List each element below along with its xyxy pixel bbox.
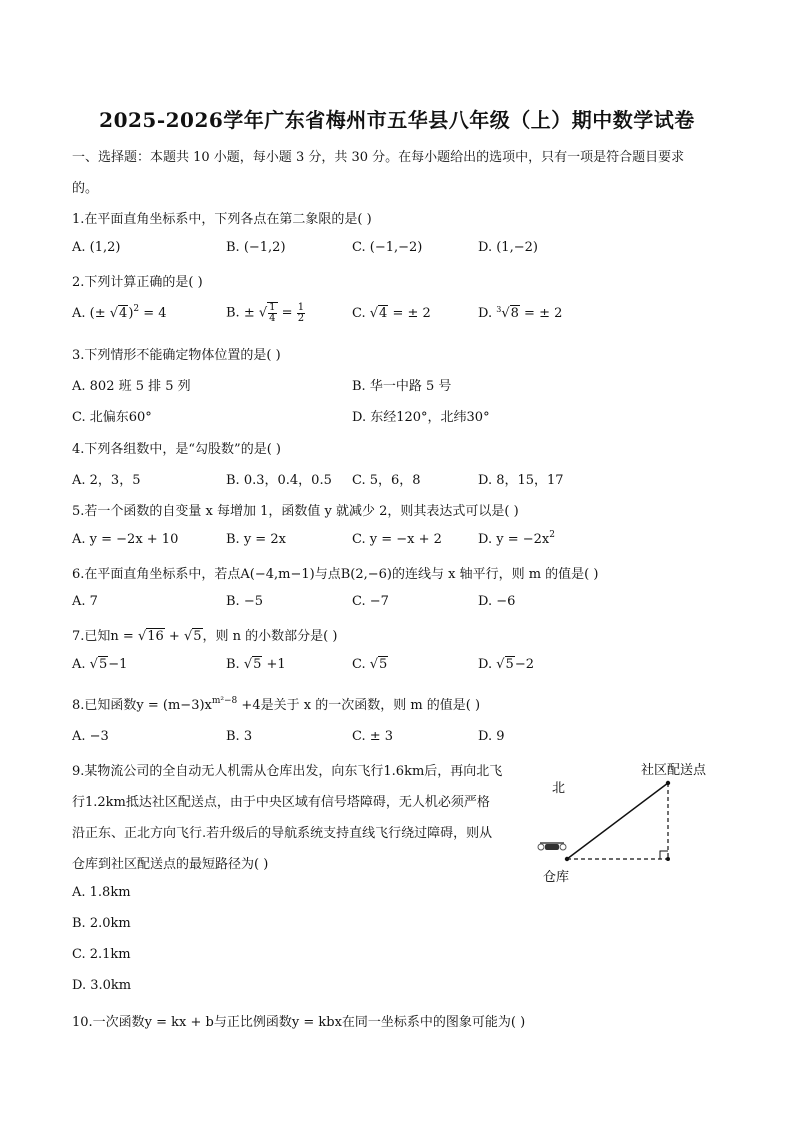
q8-stem-suffix: +4是关于 x 的一次函数，则 m 的值是( ) [237,698,481,713]
question-8-option-c: C. ± 3 [352,729,394,744]
drone-icon [538,843,566,850]
question-7-option-b: B. √5 +1 [226,657,286,672]
question-9-diagram [535,755,765,890]
q7-stem-suffix: ，则 n 的小数部分是( ) [202,629,338,644]
question-1-stem: 1.在平面直角坐标系中，下列各点在第二象限的是( ) [72,212,372,227]
page-title: 2025-2026学年广东省梅州市五华县八年级（上）期中数学试卷 [99,108,695,132]
q2a-tail: = 4 [139,306,167,321]
q2b-result-numerator: 1 [297,301,305,313]
q2a-paren: ) [128,306,134,321]
question-9-option-a: A. 1.8km [72,885,131,900]
question-4-option-a: A. 2，3，5 [72,473,141,488]
q7b-prefix: B. [226,657,244,672]
q5d-prefix: D. y = −2x [478,532,550,547]
q7b-radicand: 5 [253,657,262,672]
q7a-prefix: A. [72,657,90,672]
question-6-option-a: A. 7 [72,594,98,609]
question-9-stem-line2: 行1.2km抵达社区配送点，由于中央区域有信号塔障碍，无人机必须严格 [72,795,490,810]
question-4-option-b: B. 0.3，0.4，0.5 [226,473,332,488]
question-2-stem: 2.下列计算正确的是( ) [72,275,203,290]
question-3-option-b: B. 华一中路 5 号 [352,379,452,394]
destination-point [666,781,670,785]
question-5-option-d [478,532,555,547]
warehouse-label: 仓库 [543,870,570,885]
q2b-prefix: B. ± [226,305,255,321]
question-7-option-d: D. √5−2 [478,657,534,672]
section-instructions-line2: 的。 [72,181,99,196]
question-9-option-c: C. 2.1km [72,947,131,962]
question-2-option-b: B. ± √ $\frac{1}{4}$ = $\frac{1}{2}$ [226,301,305,324]
question-1-option-d: D. (1,−2) [478,240,538,255]
q7a-tail: −1 [108,657,128,672]
question-4-option-c: C. 5，6，8 [352,473,421,488]
question-6-option-b: B. −5 [226,594,263,609]
q7c-radicand: 5 [379,657,388,672]
question-5-option-b: B. y = 2x [226,532,286,547]
question-9-stem-line4: 仓库到社区配送点的最短路径为( ) [72,857,269,872]
question-7-stem: 7.已知n = √16 + √5，则 n 的小数部分是( ) [72,629,338,644]
question-9-stem-line1: 9.某物流公司的全自动无人机需从仓库出发，向东飞行1.6km后，再向北飞 [72,764,503,779]
q2b-result-denominator: 2 [297,312,305,324]
q7a-radicand: 5 [98,657,108,672]
question-3-option-d: D. 东经120°，北纬30° [352,410,490,425]
question-5-stem: 5.若一个函数的自变量 x 每增加 1，函数值 y 就减少 2，则其表达式可以是( ) [72,504,519,519]
question-2-option-a: A. (± √4)$^2$ = 4 [72,304,167,321]
q2d-radicand: 8 [510,306,519,321]
q2b-equals: = [277,305,297,321]
question-5-option-a: A. y = −2x + 10 [72,532,179,547]
north-label: 北 [552,781,566,796]
question-4-stem: 4.下列各组数中，是“勾股数”的是( ) [72,442,281,457]
question-2-option-d: D. $^3$√8 = ± 2 [478,305,563,321]
q2d-tail: = ± 2 [519,306,563,321]
question-1-option-c: C. (−1,−2) [352,240,423,255]
q2a-radicand: 4 [119,306,128,321]
q2b-result-fraction [297,303,305,324]
question-6-stem: 6.在平面直角坐标系中，若点A(−4,m−1)与点B(2,−6)的连线与 x 轴平行，则 m 的值是( ) [72,567,599,582]
question-3-option-c: C. 北偏东60° [72,410,152,425]
question-6-option-c: C. −7 [352,594,389,609]
q7c-prefix: C. [352,657,370,672]
q2c-prefix: C. [352,306,370,321]
q7-plus: + [164,629,184,644]
q5d-exponent: 2 [549,530,555,540]
q2b-denominator: 4 [269,313,276,324]
question-3-stem: 3.下列情形不能确定物体位置的是( ) [72,348,281,363]
q7b-tail: +1 [262,657,286,672]
q7d-prefix: D. [478,657,497,672]
q7-radicand-1: 16 [147,629,164,644]
question-1-option-a: A. (1,2) [72,240,121,255]
question-9-option-d: D. 3.0km [72,978,132,993]
question-3-option-a: A. 802 班 5 排 5 列 [72,379,191,394]
q7-radicand-2: 5 [193,629,202,644]
question-8-stem [72,694,480,713]
question-9-option-b: B. 2.0km [72,916,131,931]
q2a-prefix: A. (± [72,306,106,321]
question-4-option-d: D. 8，15，17 [478,473,564,488]
question-6-option-d: D. −6 [478,594,516,609]
question-5-option-c: C. y = −x + 2 [352,532,442,547]
section-instructions-line1: 一、选择题：本题共 10 小题，每小题 3 分，共 30 分。在每小题给出的选项中，只有一项是符合题目要求 [72,150,685,165]
q2c-tail: = ± 2 [388,306,431,321]
question-8-option-b: B. 3 [226,729,253,744]
q8-stem-prefix: 8.已知函数y = (m−3)x [72,698,212,713]
destination-label: 社区配送点 [641,763,707,778]
q2a-exponent: 2 [133,304,140,314]
q2d-root-index: 3 [496,305,502,314]
shortest-path-line [567,783,668,859]
q8-exponent: m²−8 [211,696,238,706]
corner-point [666,857,670,861]
question-10-stem: 10.一次函数y = kx + b与正比例函数y = kbx在同一坐标系中的图象可能为( ) [72,1015,526,1030]
warehouse-point [565,857,569,861]
question-9-stem-line3: 沿正东、正北方向飞行.若升级后的导航系统支持直线飞行绕过障碍，则从 [72,826,493,841]
q2b-fraction [267,302,277,324]
question-8-option-d: D. 9 [478,729,505,744]
question-7-option-c: C. √5 [352,657,388,672]
question-1-option-b: B. (−1,2) [226,240,286,255]
q7d-tail: −2 [514,657,534,672]
q2b-numerator: 1 [269,302,276,313]
q2d-prefix: D. [478,306,497,321]
question-2-option-c: C. √4 = ± 2 [352,306,431,321]
question-7-option-a: A. √5−1 [72,657,128,672]
question-8-option-a: A. −3 [72,729,109,744]
q2c-radicand: 4 [379,306,388,321]
q7d-radicand: 5 [505,657,514,672]
q7-stem-prefix: 7.已知n = [72,629,138,644]
